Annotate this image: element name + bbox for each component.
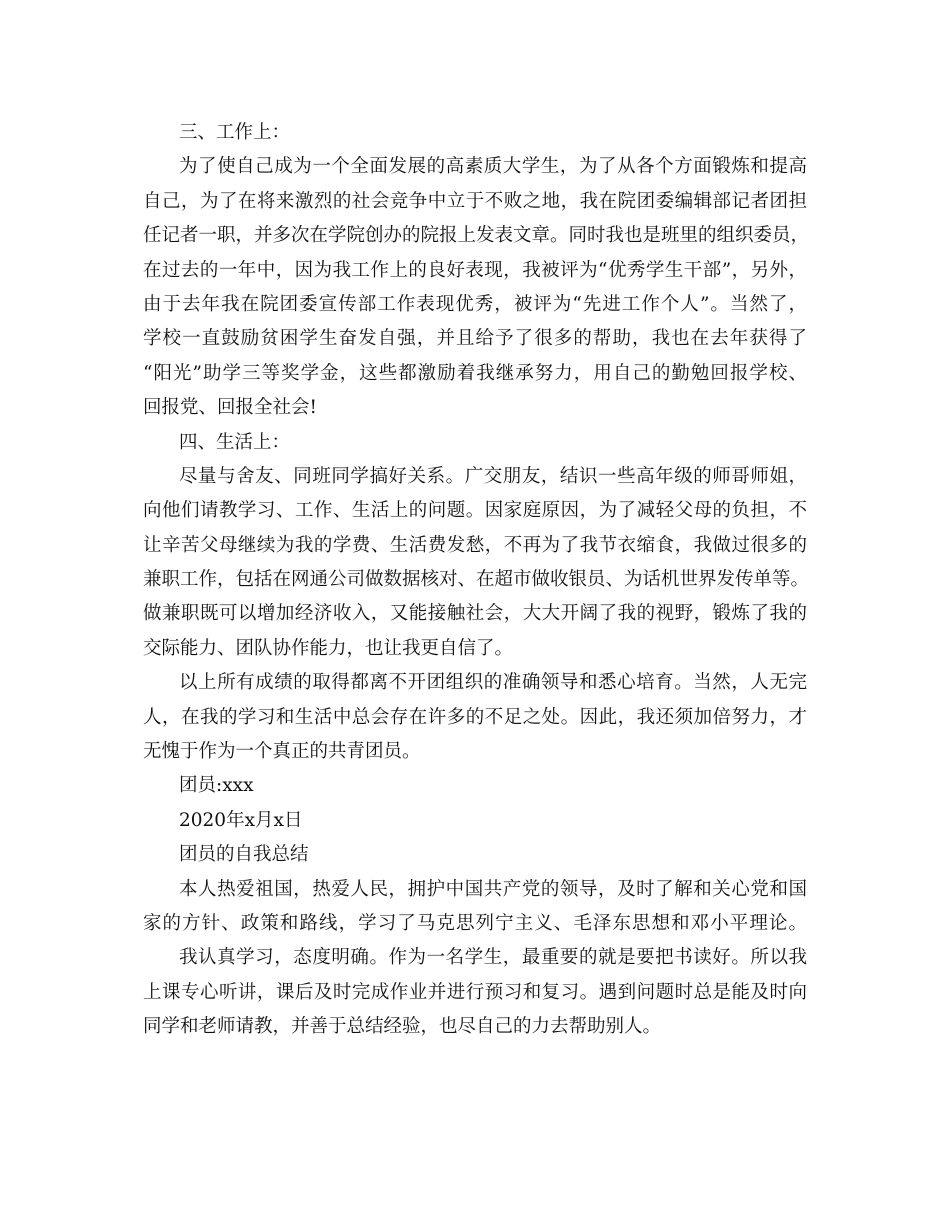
paragraph-line: 尽量与舍友、同班同学搞好关系。广交朋友，结识一些高年级的师哥师姐， <box>179 465 807 487</box>
paragraph-line: 无愧于作为一个真正的共青团员。 <box>143 741 421 763</box>
paragraph-line: 以上所有成绩的取得都离不开团组织的准确领导和悉心培育。当然，人无完 <box>179 672 807 694</box>
paragraph-line: 任记者一职，并多次在学院创办的院报上发表文章。同时我也是班里的组织委员， <box>143 225 810 247</box>
paragraph-line: 人，在我的学习和生活中总会存在许多的不足之处。因此，我还须加倍努力，才 <box>143 706 807 728</box>
section-heading-work: 三、工作上： <box>179 122 291 143</box>
paragraph-line: 兼职工作，包括在网通公司做数据核对、在超市做收银员、为话机世界发传单等。 <box>143 569 810 591</box>
section-title-self-summary: 团员的自我总结 <box>179 844 309 866</box>
signature-member: 团员:xxx <box>179 775 254 797</box>
paragraph-line: 交际能力、团队协作能力，也让我更自信了。 <box>143 637 514 659</box>
paragraph-line: 向他们请教学习、工作、生活上的问题。因家庭原因，为了减轻父母的负担，不 <box>143 500 807 522</box>
paragraph-line: 学校一直鼓励贫困学生奋发自强，并且给予了很多的帮助，我也在去年获得了 <box>143 328 807 350</box>
paragraph-line: 为了使自己成为一个全面发展的高素质大学生，为了从各个方面锻炼和提高 <box>179 156 807 178</box>
paragraph-line: 同学和老师请教，并善于总结经验，也尽自己的力去帮助别人。 <box>143 1016 662 1038</box>
paragraph-line: 上课专心听讲，课后及时完成作业并进行预习和复习。遇到问题时总是能及时向 <box>143 981 807 1003</box>
paragraph-line: 做兼职既可以增加经济收入，又能接触社会，大大开阔了我的视野，锻炼了我的 <box>143 603 807 625</box>
paragraph-line: 自己，为了在将来激烈的社会竞争中立于不败之地，我在院团委编辑部记者团担 <box>143 190 807 212</box>
paragraph-line: 在过去的一年中，因为我工作上的良好表现，我被评为“优秀学生干部”，另外， <box>143 259 807 281</box>
paragraph-line: 本人热爱祖国，热爱人民，拥护中国共产党的领导，及时了解和关心党和国 <box>179 878 807 900</box>
paragraph-line: 由于去年我在院团委宣传部工作表现优秀，被评为“先进工作个人”。当然了， <box>143 293 807 315</box>
document-body <box>143 116 810 1045</box>
paragraph-line: 让辛苦父母继续为我的学费、生活费发愁，不再为了我节衣缩食，我做过很多的 <box>143 534 807 556</box>
signature-date: 2020年x月x日 <box>179 809 303 831</box>
paragraph-line: 家的方针、政策和路线，学习了马克思列宁主义、毛泽东思想和邓小平理论。 <box>143 912 807 934</box>
paragraph-line: 回报党、回报全社会! <box>143 397 317 419</box>
paragraph-line: “阳光”助学三等奖学金，这些都激励着我继承努力，用自己的勤勉回报学校、 <box>143 362 807 384</box>
paragraph-line: 我认真学习，态度明确。作为一名学生，最重要的就是要把书读好。所以我 <box>179 947 807 969</box>
section-heading-life: 四、生活上： <box>179 431 291 453</box>
